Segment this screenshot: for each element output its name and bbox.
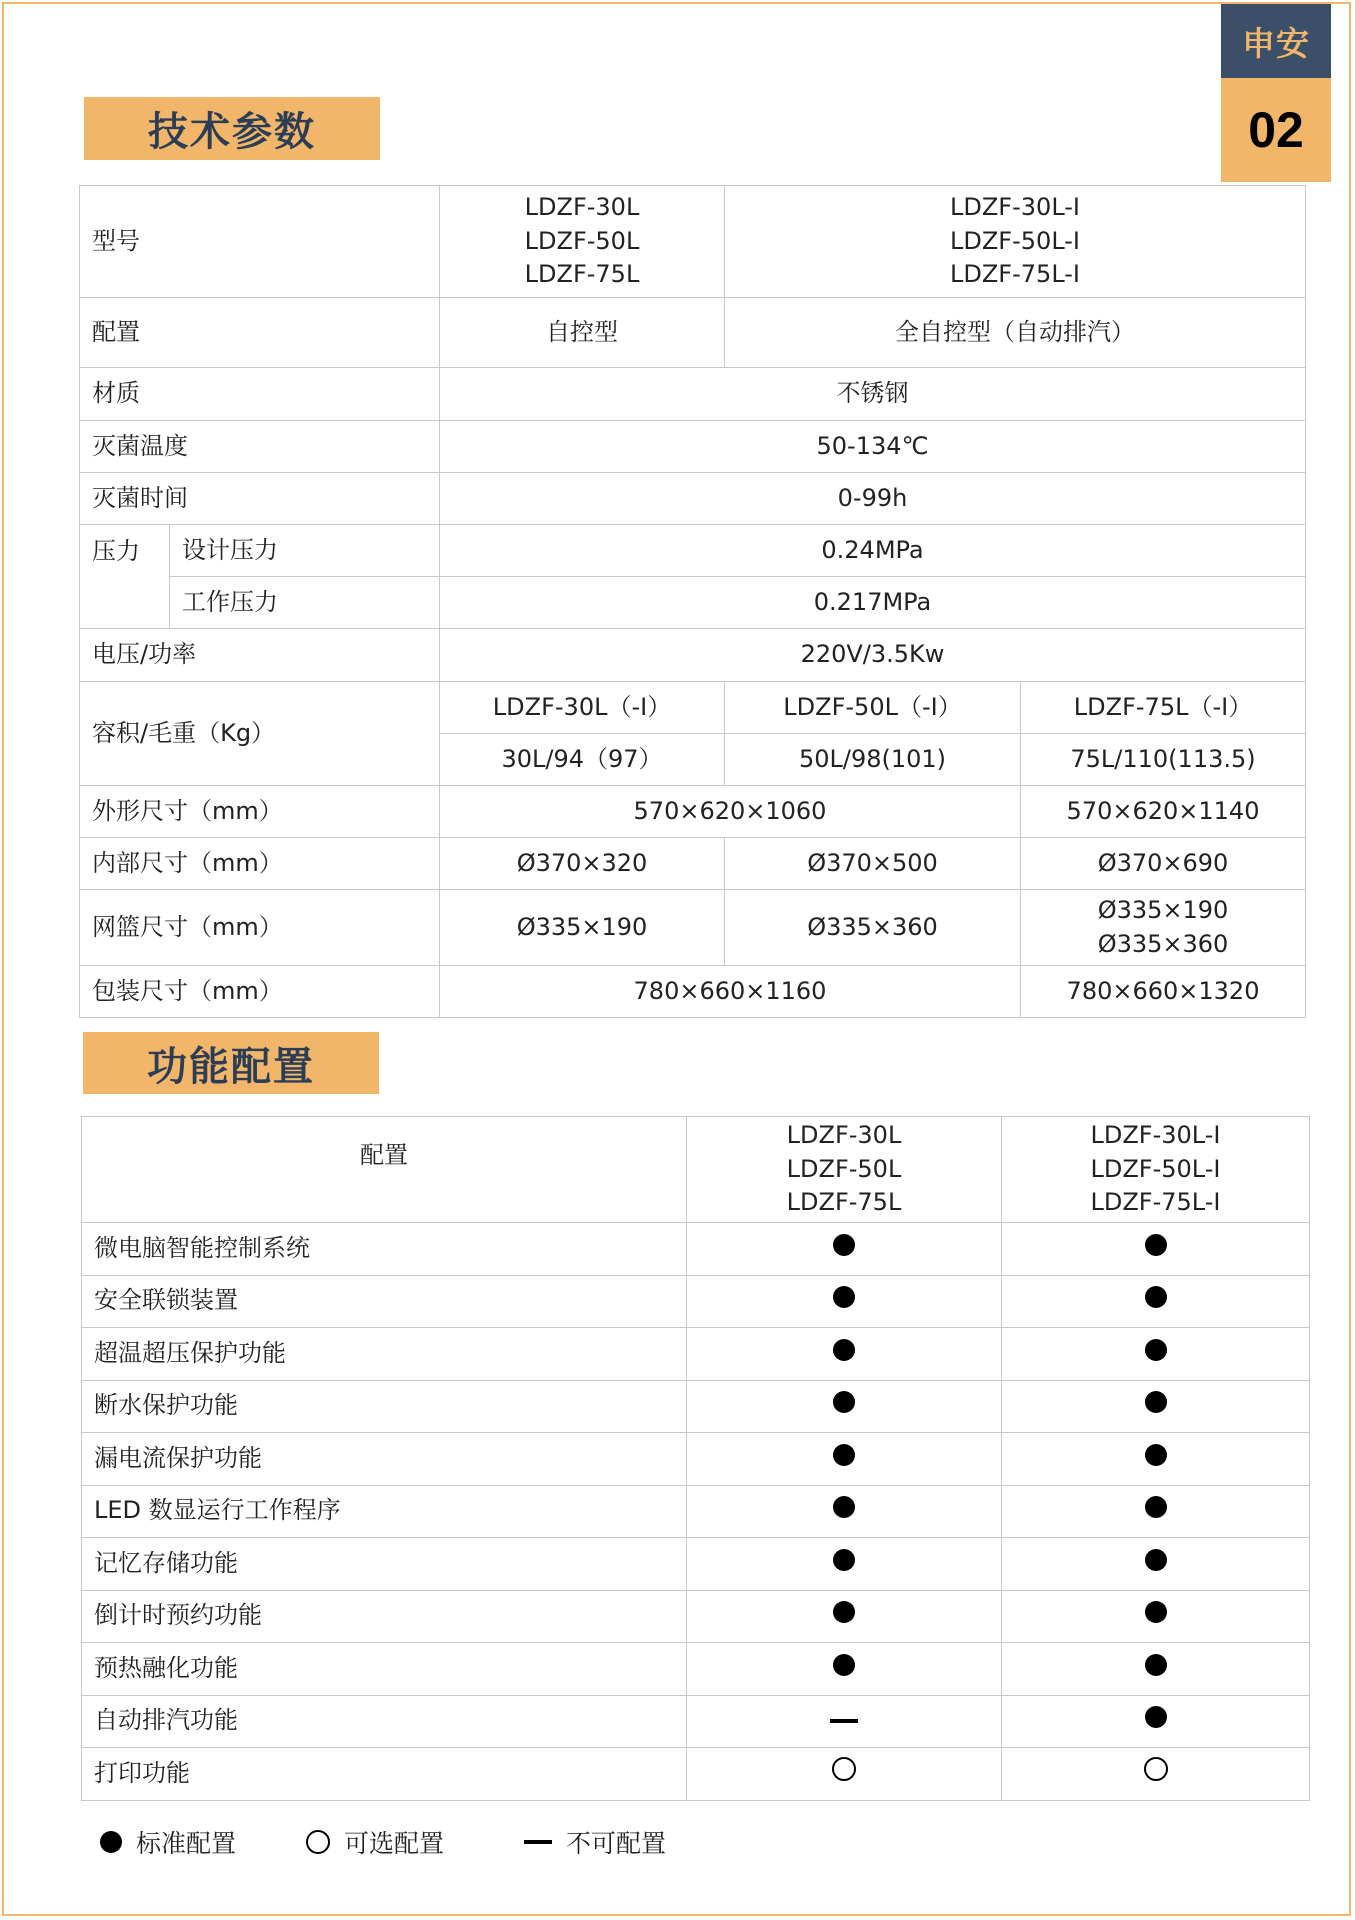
func-row-value-b — [1002, 1380, 1310, 1433]
func-row-label: 微电脑智能控制系统 — [82, 1223, 687, 1276]
func-row-value-b — [1002, 1538, 1310, 1591]
func-row-label: 记忆存储功能 — [82, 1538, 687, 1591]
basket-label: 网篮尺寸（mm） — [80, 890, 440, 966]
row-material — [80, 368, 1306, 421]
func-row-value-b — [1002, 1223, 1310, 1276]
brand-badge — [1221, 4, 1331, 182]
func-row-label: 预热融化功能 — [82, 1643, 687, 1696]
model-col2: LDZF-30L-I LDZF-50L-I LDZF-75L-I — [725, 186, 1306, 298]
row-temp — [80, 421, 1306, 473]
volume-value-3: 75L/110(113.5) — [1021, 734, 1306, 786]
config-col1: 自控型 — [440, 298, 725, 368]
filled-dot-icon — [1145, 1234, 1167, 1256]
volume-label: 容积/毛重（Kg） — [80, 682, 440, 786]
power-value: 220V/3.5Kw — [440, 629, 1306, 682]
volume-model-1: LDZF-30L（-I） — [440, 682, 725, 734]
dash-icon — [830, 1719, 858, 1723]
material-value: 不锈钢 — [440, 368, 1306, 421]
legend-none-label: 不可配置 — [566, 1829, 667, 1858]
row-design-pressure — [80, 525, 1306, 577]
filled-dot-icon — [1145, 1444, 1167, 1466]
func-row-label: 漏电流保护功能 — [82, 1433, 687, 1486]
func-row — [82, 1328, 1310, 1381]
package-label: 包装尺寸（mm） — [80, 966, 440, 1018]
legend-optional-label: 可选配置 — [344, 1829, 445, 1858]
func-row-label: 超温超压保护功能 — [82, 1328, 687, 1381]
basket-value-3: Ø335×190 Ø335×360 — [1021, 890, 1306, 966]
filled-dot-icon — [833, 1496, 855, 1518]
function-table — [81, 1116, 1310, 1801]
func-row — [82, 1643, 1310, 1696]
dash-icon — [524, 1840, 552, 1844]
func-row-value-b — [1002, 1433, 1310, 1486]
func-row-value-a — [687, 1590, 1002, 1643]
model-label: 型号 — [80, 186, 440, 298]
func-row-label: 打印功能 — [82, 1748, 687, 1801]
func-row-value-a — [687, 1695, 1002, 1748]
row-package — [80, 966, 1306, 1018]
legend-standard — [100, 1824, 236, 1860]
func-row-value-a — [687, 1538, 1002, 1591]
func-row-value-a — [687, 1748, 1002, 1801]
func-header-label: 配置 — [82, 1117, 687, 1223]
filled-dot-icon — [833, 1286, 855, 1308]
func-row-value-a — [687, 1275, 1002, 1328]
row-basket — [80, 890, 1306, 966]
row-config — [80, 298, 1306, 368]
inner-label: 内部尺寸（mm） — [80, 838, 440, 890]
model-col1: LDZF-30L LDZF-50L LDZF-75L — [440, 186, 725, 298]
filled-dot-icon — [100, 1831, 122, 1853]
func-row-value-a — [687, 1380, 1002, 1433]
filled-dot-icon — [1145, 1706, 1167, 1728]
func-row — [82, 1485, 1310, 1538]
package-value-a: 780×660×1160 — [440, 966, 1021, 1018]
pressure-label: 压力 — [80, 525, 170, 629]
section-title-tech: 技术参数 — [84, 97, 380, 160]
hollow-circle-icon — [1144, 1757, 1168, 1781]
work-pressure-label: 工作压力 — [170, 577, 440, 629]
filled-dot-icon — [1145, 1549, 1167, 1571]
func-row — [82, 1223, 1310, 1276]
row-model — [80, 186, 1306, 298]
config-label: 配置 — [80, 298, 440, 368]
func-row-label: 断水保护功能 — [82, 1380, 687, 1433]
func-row — [82, 1433, 1310, 1486]
inner-value-2: Ø370×500 — [725, 838, 1021, 890]
design-pressure-value: 0.24MPa — [440, 525, 1306, 577]
filled-dot-icon — [833, 1234, 855, 1256]
func-row-value-b — [1002, 1275, 1310, 1328]
legend — [100, 1824, 666, 1860]
row-time — [80, 473, 1306, 525]
filled-dot-icon — [833, 1601, 855, 1623]
material-label: 材质 — [80, 368, 440, 421]
outer-label: 外形尺寸（mm） — [80, 786, 440, 838]
brand-name: 申安 — [1221, 4, 1331, 78]
func-row — [82, 1590, 1310, 1643]
hollow-circle-icon — [832, 1757, 856, 1781]
filled-dot-icon — [833, 1444, 855, 1466]
page-number: 02 — [1221, 78, 1331, 182]
outer-value-a: 570×620×1060 — [440, 786, 1021, 838]
temp-label: 灭菌温度 — [80, 421, 440, 473]
config-col2: 全自控型（自动排汽） — [725, 298, 1306, 368]
section-title-func: 功能配置 — [83, 1032, 379, 1094]
package-value-b: 780×660×1320 — [1021, 966, 1306, 1018]
row-power — [80, 629, 1306, 682]
design-pressure-label: 设计压力 — [170, 525, 440, 577]
tech-spec-table — [79, 185, 1306, 1018]
filled-dot-icon — [1145, 1391, 1167, 1413]
filled-dot-icon — [1145, 1654, 1167, 1676]
func-row — [82, 1748, 1310, 1801]
func-row-value-a — [687, 1643, 1002, 1696]
row-volume-models — [80, 682, 1306, 734]
func-row-value-b — [1002, 1328, 1310, 1381]
func-row — [82, 1380, 1310, 1433]
func-header-row — [82, 1117, 1310, 1223]
func-row-value-b — [1002, 1643, 1310, 1696]
func-row-value-b — [1002, 1485, 1310, 1538]
filled-dot-icon — [833, 1339, 855, 1361]
filled-dot-icon — [1145, 1496, 1167, 1518]
func-row-value-b — [1002, 1590, 1310, 1643]
func-row-label: LED 数显运行工作程序 — [82, 1485, 687, 1538]
volume-value-1: 30L/94（97） — [440, 734, 725, 786]
basket-value-2: Ø335×360 — [725, 890, 1021, 966]
func-row-value-b — [1002, 1748, 1310, 1801]
func-row — [82, 1695, 1310, 1748]
inner-value-1: Ø370×320 — [440, 838, 725, 890]
legend-standard-label: 标准配置 — [136, 1829, 237, 1858]
basket-value-1: Ø335×190 — [440, 890, 725, 966]
func-row — [82, 1275, 1310, 1328]
filled-dot-icon — [833, 1549, 855, 1571]
work-pressure-value: 0.217MPa — [440, 577, 1306, 629]
legend-none — [524, 1824, 666, 1860]
func-row-value-a — [687, 1433, 1002, 1486]
legend-optional — [306, 1824, 444, 1860]
filled-dot-icon — [833, 1654, 855, 1676]
row-work-pressure — [80, 577, 1306, 629]
filled-dot-icon — [833, 1391, 855, 1413]
func-header-col2: LDZF-30L-I LDZF-50L-I LDZF-75L-I — [1002, 1117, 1310, 1223]
inner-value-3: Ø370×690 — [1021, 838, 1306, 890]
time-label: 灭菌时间 — [80, 473, 440, 525]
func-row-value-a — [687, 1223, 1002, 1276]
filled-dot-icon — [1145, 1601, 1167, 1623]
volume-value-2: 50L/98(101) — [725, 734, 1021, 786]
time-value: 0-99h — [440, 473, 1306, 525]
func-row-value-a — [687, 1328, 1002, 1381]
func-row-label: 安全联锁装置 — [82, 1275, 687, 1328]
filled-dot-icon — [1145, 1339, 1167, 1361]
power-label: 电压/功率 — [80, 629, 440, 682]
temp-value: 50-134℃ — [440, 421, 1306, 473]
func-row-value-a — [687, 1485, 1002, 1538]
row-outer — [80, 786, 1306, 838]
func-row-label: 自动排汽功能 — [82, 1695, 687, 1748]
hollow-circle-icon — [306, 1830, 330, 1854]
volume-model-2: LDZF-50L（-I） — [725, 682, 1021, 734]
func-row-label: 倒计时预约功能 — [82, 1590, 687, 1643]
filled-dot-icon — [1145, 1286, 1167, 1308]
func-row — [82, 1538, 1310, 1591]
volume-model-3: LDZF-75L（-I） — [1021, 682, 1306, 734]
outer-value-b: 570×620×1140 — [1021, 786, 1306, 838]
row-inner — [80, 838, 1306, 890]
func-header-col1: LDZF-30L LDZF-50L LDZF-75L — [687, 1117, 1002, 1223]
func-row-value-b — [1002, 1695, 1310, 1748]
